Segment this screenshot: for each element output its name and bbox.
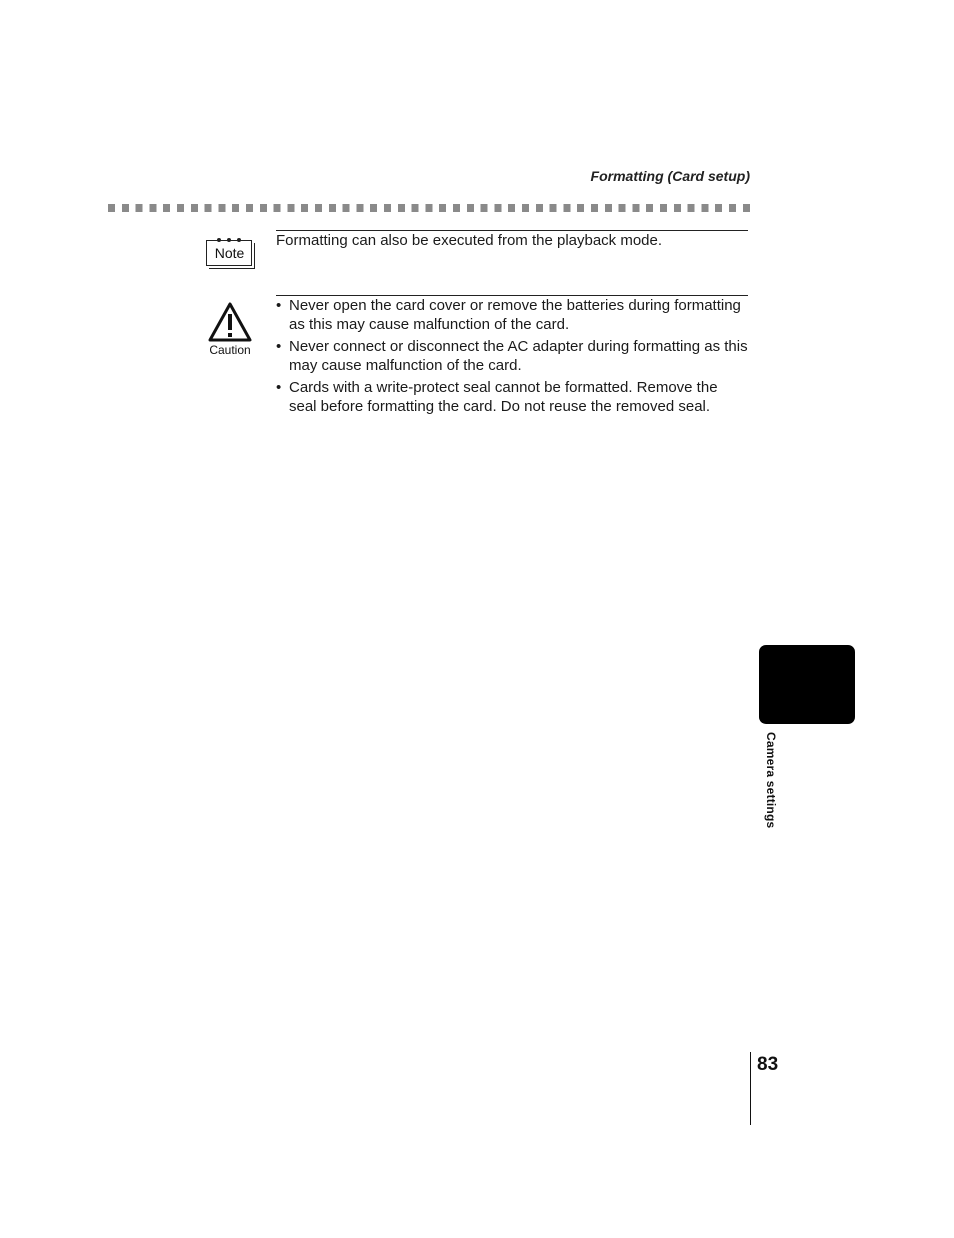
note-block [276, 230, 748, 250]
caution-block [276, 295, 748, 420]
page-number: 83 [757, 1054, 779, 1075]
caution-item: • Never open the card cover or remove the batteries during formatting as this may cause malfunction of the card. [276, 297, 741, 333]
dotted-rule [108, 204, 754, 212]
running-header: Formatting (Card setup) [590, 168, 750, 184]
caution-item: • Never connect or disconnect the AC adapter during formatting as this may cause malfunction of the card. [276, 338, 748, 374]
page-number-rule [750, 1052, 751, 1125]
caution-icon [204, 302, 256, 358]
side-tab-label: Camera settings [764, 732, 778, 829]
note-icon-label: Note [214, 245, 245, 261]
caution-list [276, 297, 748, 416]
note-icon [206, 236, 256, 270]
side-tab [759, 645, 855, 724]
note-text: Formatting can also be executed from the playback mode. [276, 232, 663, 249]
caution-item: • Cards with a write-protect seal cannot be formatted. Remove the seal before formatting the card. Do not reuse the removed seal. [276, 379, 718, 415]
caution-icon-label: Caution [209, 343, 251, 357]
warning-triangle-icon [208, 302, 252, 342]
